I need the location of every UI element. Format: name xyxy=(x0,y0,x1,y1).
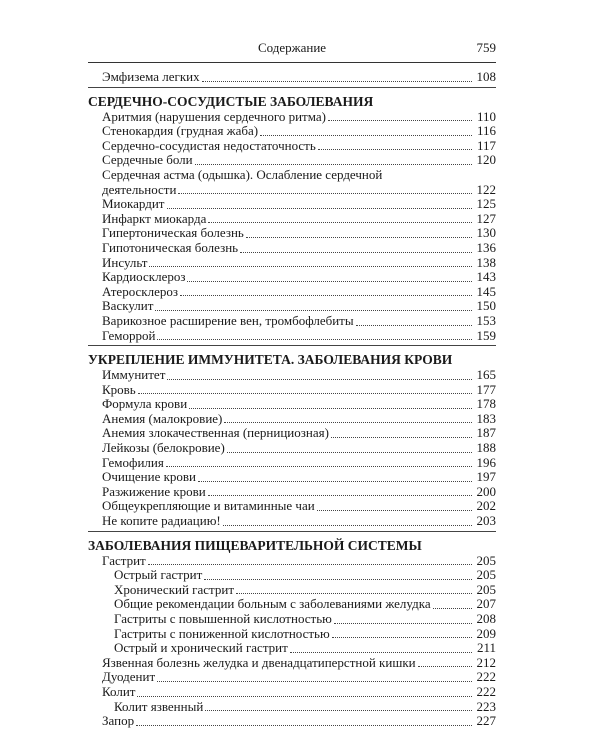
toc-entry xyxy=(88,256,496,271)
toc-entry-label: Острый и хронический гастрит xyxy=(114,640,288,656)
toc-entry-page: 165 xyxy=(476,367,496,383)
toc-entry xyxy=(88,397,496,412)
toc-entry-page: 150 xyxy=(476,298,496,314)
toc-entry xyxy=(88,583,496,598)
toc-entry-label: Лейкозы (белокровие) xyxy=(102,440,225,456)
toc-entry xyxy=(88,285,496,300)
header-title: Содержание xyxy=(257,40,327,55)
toc-entry-page: 136 xyxy=(476,239,496,255)
toc-entry-label: Гемофилия xyxy=(102,454,164,470)
leader-dots xyxy=(418,656,472,667)
toc-entry-label: Стенокардия (грудная жаба) xyxy=(102,123,259,139)
toc-entry xyxy=(88,597,496,612)
toc-entry xyxy=(88,456,496,471)
toc-entry-page: 211 xyxy=(476,640,496,656)
header-page-number: 759 xyxy=(476,40,496,55)
toc-entry xyxy=(88,670,496,685)
toc-entry-label: Общеукрепляющие и витаминные чаи xyxy=(102,498,315,514)
toc-entry-page: 222 xyxy=(476,669,496,685)
toc-entry-label: Инсульт xyxy=(102,254,148,270)
toc-entry-label: Гастриты с повышенной кислотностью xyxy=(114,611,332,626)
leader-dots xyxy=(157,329,472,340)
toc-entry-label: Формула крови xyxy=(102,396,188,412)
leader-dots xyxy=(236,583,472,594)
toc-entry xyxy=(88,499,496,514)
toc-entry xyxy=(88,241,496,256)
toc-entry-label: Варикозное расширение вен, тромбофлебиты xyxy=(102,312,354,328)
toc-entry-label: Кардиосклероз xyxy=(102,269,186,285)
toc-entry-page: 110 xyxy=(476,108,496,124)
toc-entry-label: Иммунитет xyxy=(102,367,166,383)
leader-dots xyxy=(136,715,472,726)
running-header xyxy=(88,40,496,60)
toc-entry xyxy=(88,153,496,168)
toc-entry-page: 223 xyxy=(476,698,496,714)
toc-entry-page: 117 xyxy=(476,137,496,153)
toc-entry-page: 197 xyxy=(476,469,496,485)
toc-entry-page: 227 xyxy=(476,713,496,729)
leader-dots xyxy=(189,398,472,409)
leader-dots xyxy=(240,242,472,253)
toc-entry xyxy=(88,110,496,125)
leader-dots xyxy=(187,271,472,282)
toc-entry-page: 207 xyxy=(476,596,496,612)
toc-entry-page: 177 xyxy=(476,381,496,397)
toc-entry-page: 145 xyxy=(476,283,496,299)
toc-entry xyxy=(88,568,496,583)
toc-entry-page: 125 xyxy=(476,196,496,212)
leader-dots xyxy=(178,183,472,194)
leader-dots xyxy=(260,125,472,136)
toc-entry xyxy=(88,485,496,500)
toc-entry-label: Гастрит xyxy=(102,552,146,568)
toc-entry-label: Геморрой xyxy=(102,327,156,343)
header-rule xyxy=(88,62,496,63)
leader-dots xyxy=(148,554,472,565)
toc-entry-label: Колит язвенный xyxy=(114,698,204,714)
toc-entry-page: 153 xyxy=(476,312,496,328)
toc-entry-label: Разжижение крови xyxy=(102,483,206,499)
toc-entry xyxy=(88,226,496,241)
toc-entry xyxy=(88,197,496,212)
toc-entry-page: 203 xyxy=(476,513,496,529)
leader-dots xyxy=(205,700,472,711)
toc-entry xyxy=(88,612,496,627)
leader-dots xyxy=(137,686,472,697)
toc-entry-label: Сердечная астма (одышка). Ослабление сердечной xyxy=(102,166,383,182)
toc-entry-label: Анемия (малокровие) xyxy=(102,410,223,426)
leader-dots xyxy=(318,139,472,150)
toc-entry-page: 208 xyxy=(476,611,496,626)
toc-entry-label: Острый гастрит xyxy=(114,567,203,583)
toc-entry xyxy=(88,270,496,285)
leader-dots xyxy=(155,300,472,311)
toc-entry-label: Колит xyxy=(102,683,136,699)
leader-dots xyxy=(356,315,472,326)
toc-entry-label: Гипотоническая болезнь xyxy=(102,239,239,255)
toc-entry-page: 222 xyxy=(476,683,496,699)
toc-entry-label: Сердечно-сосудистая недостаточность xyxy=(102,137,316,153)
toc-entry xyxy=(88,656,496,671)
toc-entry-label: Гастриты с пониженной кислотностью xyxy=(114,625,330,641)
toc-entry xyxy=(88,139,496,154)
toc-entry xyxy=(88,124,496,139)
toc-entry-page: 205 xyxy=(476,567,496,583)
toc-entry-label: Сердечные боли xyxy=(102,152,193,168)
toc-entry-page: 200 xyxy=(476,483,496,499)
toc-entry xyxy=(88,70,496,85)
section-heading: СЕРДЕЧНО-СОСУДИСТЫЕ ЗАБОЛЕВАНИЯ xyxy=(88,93,374,109)
toc-entry-label: Не копите радиацию! xyxy=(102,513,221,529)
toc-entry-label: Миокардит xyxy=(102,196,165,212)
leader-dots xyxy=(202,71,472,82)
toc-entry-page: 178 xyxy=(476,396,496,412)
toc-entry-label: Язвенная болезнь желудка и двенадцатиперстной кишки xyxy=(102,654,416,670)
leader-dots xyxy=(227,442,472,453)
leader-dots xyxy=(204,569,472,580)
leader-dots xyxy=(157,671,472,682)
leader-dots xyxy=(433,598,472,609)
section-separator xyxy=(88,87,496,88)
toc-entry-page: 143 xyxy=(476,269,496,285)
leader-dots xyxy=(167,198,473,209)
toc-entry-page: 205 xyxy=(476,581,496,597)
leader-dots xyxy=(332,627,472,638)
toc-entry xyxy=(88,554,496,569)
leader-dots xyxy=(208,485,472,496)
leader-dots xyxy=(166,456,472,467)
toc-entry-label: Общие рекомендации больным с заболеваниями желудка xyxy=(114,596,431,612)
toc-entry xyxy=(88,299,496,314)
leader-dots xyxy=(246,227,472,238)
toc-entry xyxy=(88,329,496,344)
toc-entry-page: 188 xyxy=(476,440,496,456)
leader-dots xyxy=(138,383,472,394)
toc-entry-label: Очищение крови xyxy=(102,469,197,485)
toc-entry-label: Хронический гастрит xyxy=(114,581,235,597)
section-heading: ЗАБОЛЕВАНИЯ ПИЩЕВАРИТЕЛЬНОЙ СИСТЕМЫ xyxy=(88,537,422,553)
toc-entry-label: Аритмия (нарушения сердечного ритма) xyxy=(102,108,326,124)
toc-entry xyxy=(88,514,496,529)
table-of-contents xyxy=(88,70,496,729)
toc-entry xyxy=(88,641,496,656)
toc-entry-page: 108 xyxy=(476,69,496,84)
leader-dots xyxy=(328,110,472,121)
leader-dots xyxy=(198,471,472,482)
section-separator xyxy=(88,531,496,532)
toc-entry-label: Гипертоническая болезнь xyxy=(102,225,244,241)
toc-entry-label: Запор xyxy=(102,713,135,729)
toc-entry-page: 127 xyxy=(476,210,496,226)
toc-entry xyxy=(88,470,496,485)
leader-dots xyxy=(208,212,472,223)
toc-entry-label: Васкулит xyxy=(102,298,154,314)
toc-entry-page: 159 xyxy=(476,327,496,343)
toc-entry-page: 212 xyxy=(476,654,496,670)
toc-entry-page: 183 xyxy=(476,410,496,426)
section-separator xyxy=(88,345,496,346)
toc-entry xyxy=(88,183,496,198)
leader-dots xyxy=(290,642,472,653)
toc-entry xyxy=(88,212,496,227)
leader-dots xyxy=(167,369,472,380)
leader-dots xyxy=(149,256,472,267)
toc-entry xyxy=(88,314,496,329)
toc-entry-label: Инфаркт миокарда xyxy=(102,210,207,226)
toc-entry-label: Дуоденит xyxy=(102,669,156,685)
toc-entry-page: 130 xyxy=(476,225,496,241)
leader-dots xyxy=(180,285,472,296)
toc-entry-page: 138 xyxy=(476,254,496,270)
toc-entry-label: деятельности xyxy=(102,181,177,197)
toc-entry-page: 202 xyxy=(476,498,496,514)
toc-entry-page: 196 xyxy=(476,454,496,470)
leader-dots xyxy=(331,427,472,438)
toc-entry xyxy=(88,383,496,398)
toc-entry-label: Эмфизема легких xyxy=(102,69,200,84)
toc-entry-page: 209 xyxy=(476,625,496,641)
leader-dots xyxy=(223,515,472,526)
toc-entry-page: 122 xyxy=(476,181,496,197)
toc-entry xyxy=(88,412,496,427)
toc-entry xyxy=(88,426,496,441)
toc-entry xyxy=(88,700,496,715)
toc-entry xyxy=(88,627,496,642)
toc-entry-page: 116 xyxy=(476,123,496,139)
section-heading: УКРЕПЛЕНИЕ ИММУНИТЕТА. ЗАБОЛЕВАНИЯ КРОВИ xyxy=(88,352,453,368)
toc-entry-page: 120 xyxy=(476,152,496,168)
leader-dots xyxy=(334,613,472,624)
toc-entry-label: Анемия злокачественная (пернициозная) xyxy=(102,425,329,441)
toc-entry-page: 205 xyxy=(476,552,496,568)
leader-dots xyxy=(224,412,472,423)
leader-dots xyxy=(317,500,472,511)
leader-dots xyxy=(195,154,472,165)
toc-entry xyxy=(88,685,496,700)
toc-entry-label: Атеросклероз xyxy=(102,283,178,299)
toc-entry-page: 187 xyxy=(476,425,496,441)
toc-entry-label: Кровь xyxy=(102,381,136,397)
toc-entry xyxy=(88,714,496,729)
toc-entry xyxy=(88,168,496,183)
toc-entry xyxy=(88,368,496,383)
toc-entry xyxy=(88,441,496,456)
